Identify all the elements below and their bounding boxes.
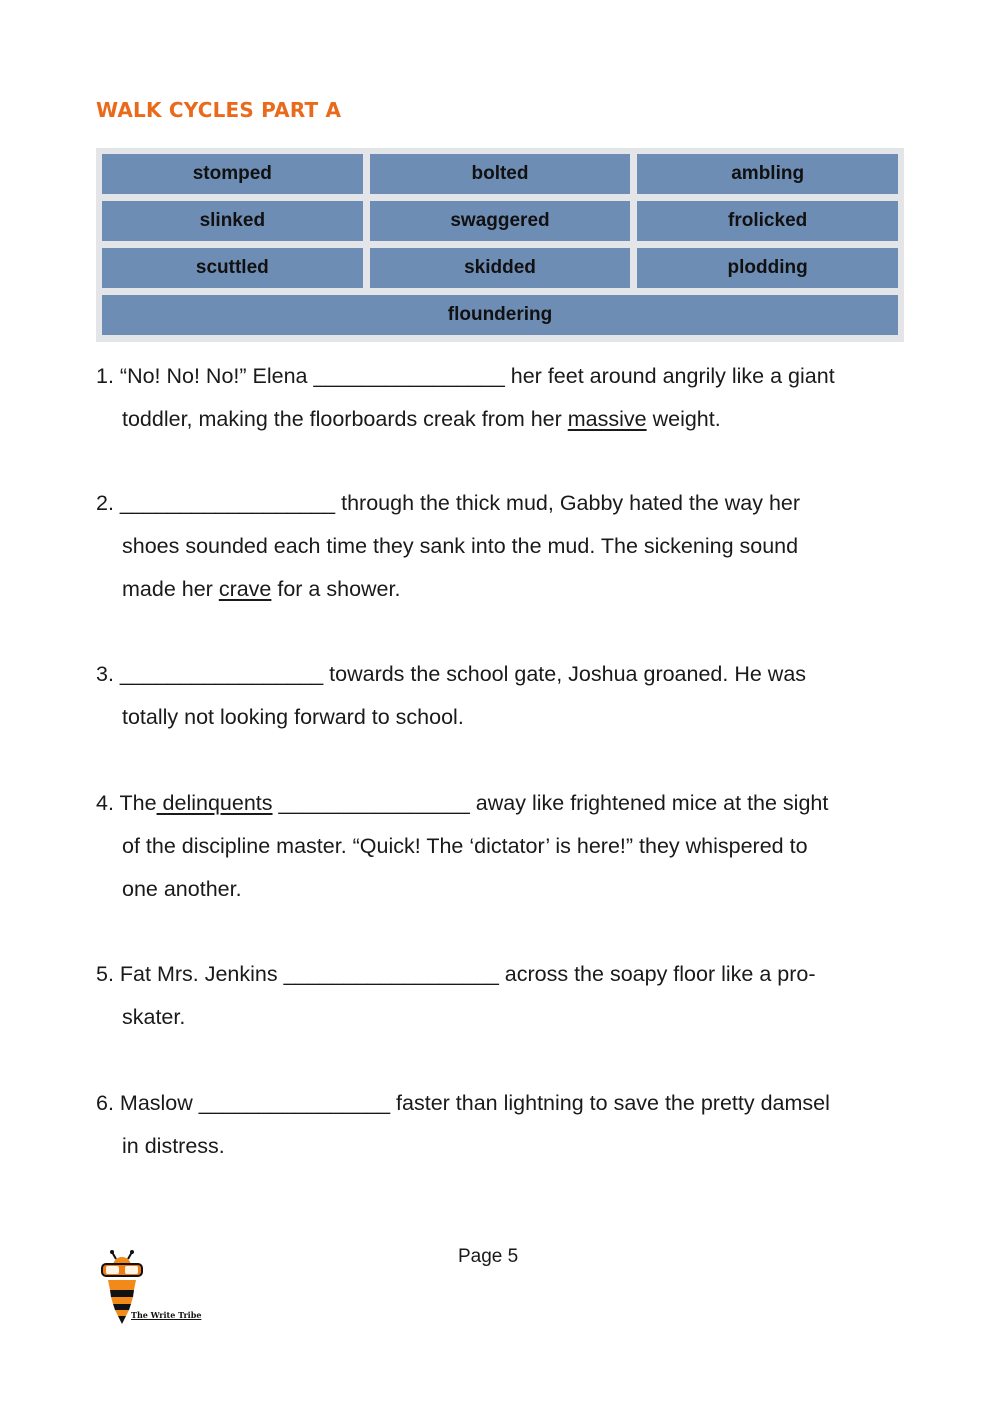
question-text: 4. The xyxy=(96,791,157,815)
question-line: totally not looking forward to school. xyxy=(122,705,464,729)
question-4 xyxy=(96,782,916,911)
question-3 xyxy=(96,653,916,739)
page-title: WALK CYCLES PART A xyxy=(96,98,342,122)
word-bank-cell: bolted xyxy=(370,154,631,194)
question-text: for a shower. xyxy=(271,577,401,601)
underlined-word: massive xyxy=(567,407,647,431)
question-line: 1. “No! No! No!” Elena ________________ her feet around angrily like a giant xyxy=(96,364,835,388)
question-line: in distress. xyxy=(122,1134,225,1158)
question-line xyxy=(96,568,916,611)
word-bank-cell: slinked xyxy=(102,201,363,241)
word-bank-cell: plodding xyxy=(637,248,898,288)
page-number: Page 5 xyxy=(458,1246,519,1267)
word-bank-cell: scuttled xyxy=(102,248,363,288)
word-bank-cell: stomped xyxy=(102,154,363,194)
question-line: 6. Maslow ________________ faster than lightning to save the pretty damsel xyxy=(96,1091,830,1115)
question-line xyxy=(96,398,916,441)
underlined-word: delinquents xyxy=(156,791,273,815)
question-line xyxy=(96,782,916,825)
question-line: shoes sounded each time they sank into the mud. The sickening sound xyxy=(122,534,799,558)
word-bank xyxy=(96,148,904,342)
question-line: 3. _________________ towards the school gate, Joshua groaned. He was xyxy=(96,662,807,686)
question-text: ________________ away like frightened mice at the sight xyxy=(272,791,829,815)
question-line: one another. xyxy=(122,877,242,901)
question-5 xyxy=(96,953,916,1039)
question-line: 5. Fat Mrs. Jenkins __________________ across the soapy floor like a pro- xyxy=(96,962,816,986)
word-bank-cell-wide: floundering xyxy=(102,295,898,335)
question-6 xyxy=(96,1082,916,1168)
question-line: of the discipline master. “Quick! The ‘dictator’ is here!” they whispered to xyxy=(122,834,808,858)
question-line: skater. xyxy=(122,1005,186,1029)
underlined-word: crave xyxy=(218,577,272,601)
word-bank-cell: ambling xyxy=(637,154,898,194)
question-text: weight. xyxy=(646,407,721,431)
question-1 xyxy=(96,355,916,441)
question-text: made her xyxy=(122,577,219,601)
question-text: toddler, making the floorboards creak from her xyxy=(122,407,568,431)
word-bank-cell: swaggered xyxy=(370,201,631,241)
word-bank-cell: frolicked xyxy=(637,201,898,241)
word-bank-cell: skidded xyxy=(370,248,631,288)
logo-text: The Write Tribe xyxy=(131,1310,202,1320)
question-line: 2. __________________ through the thick mud, Gabby hated the way her xyxy=(96,491,801,515)
question-2 xyxy=(96,482,916,611)
